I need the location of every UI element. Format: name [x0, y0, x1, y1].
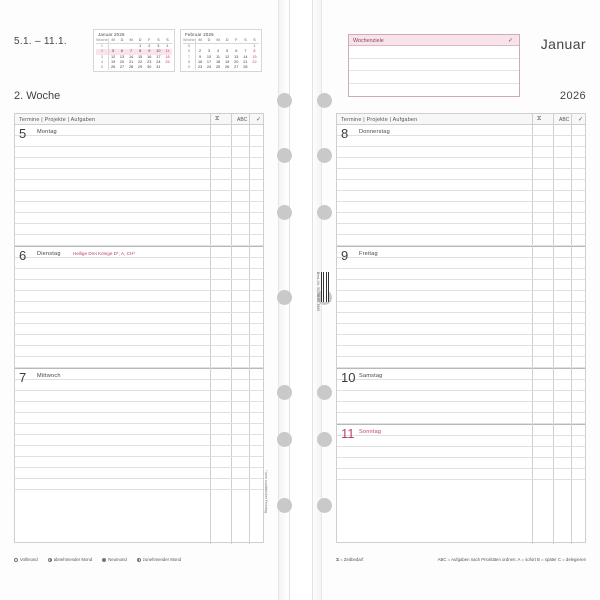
mini-cal-header-cell: M: [108, 38, 117, 44]
entry-line[interactable]: [15, 202, 263, 213]
entry-line[interactable]: [15, 357, 263, 368]
weekly-goals-header: [349, 35, 519, 46]
mini-cal-day[interactable]: [163, 65, 172, 70]
mini-cal-day[interactable]: 1: [253, 44, 256, 49]
moon-legend-label: zunehmender Mond: [142, 557, 182, 562]
mini-cal-day[interactable]: 29: [138, 65, 143, 70]
entry-line[interactable]: [337, 224, 585, 235]
entry-line[interactable]: [337, 402, 585, 413]
mini-cal-day[interactable]: 26: [225, 65, 230, 70]
binder-ring-hole: [277, 148, 292, 163]
day-block[interactable]: [15, 247, 263, 368]
entry-line[interactable]: [15, 224, 263, 235]
mini-cal-day[interactable]: 2: [148, 44, 151, 49]
weekly-goals-box[interactable]: [348, 34, 520, 97]
left-page: [0, 0, 278, 600]
entry-line[interactable]: [15, 435, 263, 446]
entry-line[interactable]: [15, 302, 263, 313]
moon-legend-label: abnehmender Mond: [53, 557, 93, 562]
mini-cal-header-cell: S: [250, 38, 259, 44]
left-footer-moon-legend: [14, 557, 264, 562]
day-name: Mittwoch: [37, 373, 61, 379]
mini-cal-week-number: 5: [96, 65, 108, 70]
entry-line[interactable]: [15, 169, 263, 180]
mini-calendar-february-table: [183, 38, 259, 70]
right-grid-header-title: Termine | Projekte | Aufgaben: [341, 117, 418, 123]
mini-cal-day[interactable]: 6: [117, 49, 126, 54]
mini-cal-day[interactable]: 8: [136, 49, 145, 54]
entry-line[interactable]: [15, 479, 263, 490]
mini-cal-day[interactable]: 11: [163, 49, 172, 54]
mini-cal-day[interactable]: 21: [128, 59, 134, 64]
entry-line[interactable]: [337, 280, 585, 291]
mini-cal-day[interactable]: 12: [110, 54, 116, 59]
weekly-goal-row[interactable]: [349, 71, 519, 84]
mini-cal-day[interactable]: 5: [226, 49, 229, 54]
entry-line[interactable]: [15, 380, 263, 391]
mini-cal-week-number: 6: [183, 49, 195, 54]
mini-cal-day[interactable]: 15: [138, 54, 143, 59]
mini-cal-day[interactable]: 11: [216, 54, 221, 59]
entry-line[interactable]: [337, 180, 585, 191]
mini-cal-day[interactable]: 18: [215, 59, 221, 64]
right-page: [322, 0, 600, 600]
hourglass-icon: ⧖: [215, 116, 220, 122]
mini-cal-day[interactable]: 17: [206, 59, 212, 64]
mini-cal-day[interactable]: 27: [234, 65, 239, 70]
mini-cal-week-number: 2: [96, 49, 108, 54]
entry-line[interactable]: [337, 202, 585, 213]
mini-cal-header-cell: Woche: [183, 38, 195, 42]
binder-ring-hole: [277, 93, 292, 108]
mini-calendar-january: [93, 29, 175, 72]
day-number: 6: [19, 248, 27, 263]
entry-line[interactable]: [337, 413, 585, 424]
mini-cal-day[interactable]: 27: [119, 65, 125, 70]
entry-line[interactable]: [15, 468, 263, 479]
day-number: 7: [19, 370, 27, 385]
mini-cal-day[interactable]: 17: [156, 54, 161, 59]
binder-ring-hole: [277, 432, 292, 447]
day-name: Freitag: [359, 251, 378, 257]
mini-cal-day[interactable]: 15: [252, 54, 257, 59]
entry-line[interactable]: [15, 213, 263, 224]
weekly-goal-row[interactable]: [349, 84, 519, 97]
mini-cal-day[interactable]: 9: [199, 54, 202, 59]
binder-ring-hole: [277, 385, 292, 400]
entry-line[interactable]: [337, 436, 585, 447]
entry-line[interactable]: [15, 269, 263, 280]
mini-cal-day[interactable]: 3: [157, 44, 160, 49]
day-block[interactable]: [337, 125, 585, 246]
entry-line[interactable]: [337, 469, 585, 480]
right-footer: [336, 557, 586, 562]
check-icon: ✓: [578, 117, 584, 123]
day-name: Sonntag: [359, 429, 382, 435]
day-name: Montag: [37, 129, 57, 135]
right-day-grid[interactable]: [336, 113, 586, 543]
mini-cal-header-cell: D: [223, 38, 232, 44]
mini-cal-day[interactable]: 10: [154, 49, 163, 54]
entry-line[interactable]: [15, 280, 263, 291]
abc-priority-label: ABC: [237, 117, 248, 123]
mini-cal-header-cell: S: [241, 38, 250, 44]
mini-cal-header-cell: M: [127, 38, 136, 44]
binder-ring-hole: [277, 498, 292, 513]
footer-time-legend: ⧖ = Zeitbedarf: [336, 557, 364, 562]
holiday-note: Heilige Drei Könige D*, A, CH*: [73, 251, 136, 256]
moon-legend-label: Vollmond: [20, 557, 38, 562]
day-block[interactable]: [15, 369, 263, 490]
mini-cal-day[interactable]: 14: [128, 54, 134, 59]
entry-line[interactable]: [337, 213, 585, 224]
weekly-goals-title: Wochenziele: [353, 38, 384, 44]
mini-cal-week-number: 7: [183, 55, 195, 60]
day-number: 5: [19, 126, 27, 141]
mini-cal-header-cell: D: [136, 38, 145, 44]
mini-cal-day[interactable]: 30: [147, 65, 152, 70]
day-block[interactable]: [15, 125, 263, 246]
entry-line[interactable]: [15, 424, 263, 435]
week-label: 2. Woche: [14, 90, 61, 102]
mini-cal-header-cell: S: [163, 38, 172, 44]
mini-calendar-february: [180, 29, 262, 72]
entry-line[interactable]: [15, 313, 263, 324]
footer-abc-legend: ABC = Aufgaben nach Prioritäten ordnen: A = sofort B = später C = delegieren: [437, 557, 586, 562]
mini-cal-header-cell: M: [214, 38, 223, 44]
entry-line[interactable]: [15, 335, 263, 346]
entry-line[interactable]: [337, 313, 585, 324]
entry-line[interactable]: [337, 324, 585, 335]
moon-legend-item: [14, 557, 38, 562]
check-icon: ✓: [256, 117, 262, 123]
entry-line[interactable]: [15, 346, 263, 357]
mini-cal-day[interactable]: 18: [165, 54, 170, 59]
entry-line[interactable]: [337, 258, 585, 269]
mini-cal-day[interactable]: 25: [165, 59, 170, 64]
weekly-goal-row[interactable]: [349, 59, 519, 72]
entry-line[interactable]: [15, 413, 263, 424]
mini-cal-day[interactable]: 2: [199, 49, 202, 54]
mini-cal-day[interactable]: 28: [128, 65, 134, 70]
date-range: 5.1. – 11.1.: [14, 36, 67, 47]
entry-line[interactable]: [15, 180, 263, 191]
left-grid-header: [15, 114, 263, 125]
spine-order-number: Best.-Nr. 50206 50-3065: [316, 272, 320, 312]
mini-cal-day[interactable]: 3: [207, 49, 211, 54]
entry-line[interactable]: [337, 458, 585, 469]
mini-cal-week-number: 4: [96, 60, 108, 65]
mini-cal-day[interactable]: 16: [147, 54, 152, 59]
entry-line[interactable]: [15, 391, 263, 402]
mini-cal-day[interactable]: 20: [234, 59, 239, 64]
mini-cal-week-number: 9: [183, 65, 195, 70]
mini-cal-row: [96, 65, 172, 70]
moon-legend-item: [48, 557, 92, 562]
mini-cal-day[interactable]: 22: [138, 59, 143, 64]
mini-cal-day[interactable]: 20: [119, 59, 125, 64]
entry-line[interactable]: [337, 291, 585, 302]
mini-cal-week-number: 3: [96, 55, 108, 60]
mini-cal-day[interactable]: 5: [108, 49, 117, 54]
mini-cal-week-number: 1: [96, 44, 108, 50]
entry-line[interactable]: [15, 235, 263, 246]
entry-line[interactable]: [337, 346, 585, 357]
left-side-print: * kein zusätzlicher Feiertag: [264, 470, 268, 514]
mini-cal-day[interactable]: 23: [147, 59, 152, 64]
hourglass-icon: ⧖: [537, 116, 542, 122]
mini-cal-row: [183, 65, 259, 70]
mini-cal-day[interactable]: 13: [119, 54, 125, 59]
day-number: 8: [341, 126, 349, 141]
mini-cal-day[interactable]: 19: [110, 59, 116, 64]
entry-line[interactable]: [15, 291, 263, 302]
right-grid-header: [337, 114, 585, 125]
entry-line[interactable]: [337, 147, 585, 158]
left-grid-header-title: Termine | Projekte | Aufgaben: [19, 117, 96, 123]
year-title: 2026: [559, 90, 586, 102]
entry-line[interactable]: [337, 391, 585, 402]
day-number: 11: [341, 426, 355, 441]
moon-legend-label: Neumond: [108, 557, 127, 562]
mini-cal-header-cell: D: [204, 38, 213, 44]
day-number: 10: [341, 370, 356, 385]
mini-cal-day[interactable]: 16: [197, 59, 203, 64]
day-block[interactable]: [337, 425, 585, 480]
mini-cal-day[interactable]: 7: [244, 49, 247, 54]
mini-cal-week-number: 5: [183, 44, 195, 50]
mini-cal-day[interactable]: 14: [243, 54, 248, 59]
entry-line[interactable]: [337, 335, 585, 346]
abc-priority-label: ABC: [559, 117, 570, 123]
binder-ring-hole: [277, 290, 292, 305]
moon-phase-icon: [14, 558, 18, 562]
day-number: 9: [341, 248, 349, 263]
mini-cal-day[interactable]: 7: [127, 49, 136, 54]
mini-cal-week-number: 8: [183, 60, 195, 65]
moon-phase-icon: [137, 558, 141, 562]
entry-line[interactable]: [15, 402, 263, 413]
mini-cal-header-cell: F: [145, 38, 154, 44]
moon-phase-icon: [48, 558, 52, 562]
day-block[interactable]: [337, 247, 585, 368]
day-name: Dienstag: [37, 251, 61, 257]
entry-line[interactable]: [15, 147, 263, 158]
mini-cal-day[interactable]: 13: [234, 54, 239, 59]
moon-legend-item: [102, 557, 127, 562]
mini-cal-day[interactable]: 25: [215, 65, 221, 70]
entry-line[interactable]: [337, 302, 585, 313]
mini-cal-day[interactable]: 4: [166, 44, 169, 49]
month-title: Januar: [540, 36, 586, 52]
mini-cal-day[interactable]: 21: [243, 59, 248, 64]
entry-line[interactable]: [337, 235, 585, 246]
mini-cal-header-cell: Woche: [96, 38, 108, 42]
mini-cal-day[interactable]: 4: [217, 49, 220, 54]
mini-cal-day[interactable]: 24: [156, 59, 161, 64]
entry-line[interactable]: [337, 191, 585, 202]
entry-line[interactable]: [15, 258, 263, 269]
mini-cal-day[interactable]: 8: [253, 49, 256, 54]
mini-cal-day[interactable]: 24: [206, 65, 212, 70]
entry-line[interactable]: [15, 136, 263, 147]
mini-cal-day[interactable]: 23: [197, 65, 203, 70]
mini-cal-day[interactable]: 1: [139, 44, 142, 49]
moon-legend-item: [137, 557, 181, 562]
entry-line[interactable]: [15, 446, 263, 457]
mini-cal-day[interactable]: [250, 65, 259, 70]
entry-line[interactable]: [15, 191, 263, 202]
entry-line[interactable]: [337, 169, 585, 180]
mini-cal-day[interactable]: 9: [145, 49, 154, 54]
mini-cal-day[interactable]: 12: [225, 54, 230, 59]
left-day-grid[interactable]: [14, 113, 264, 543]
mini-calendar-january-title: Januar 2026: [98, 32, 125, 37]
check-icon: ✓: [507, 38, 513, 44]
mini-cal-header-cell: S: [154, 38, 163, 44]
mini-cal-day[interactable]: 19: [225, 59, 230, 64]
entry-line[interactable]: [337, 269, 585, 280]
weekly-goal-row[interactable]: [349, 46, 519, 59]
mini-calendar-january-table: [96, 38, 172, 70]
mini-cal-day[interactable]: 26: [110, 65, 116, 70]
day-name: Samstag: [359, 373, 383, 379]
entry-line[interactable]: [337, 357, 585, 368]
entry-line[interactable]: [337, 380, 585, 391]
mini-cal-day[interactable]: 6: [235, 49, 238, 54]
mini-calendar-february-title: Februar 2026: [185, 32, 214, 37]
mini-cal-day[interactable]: 31: [156, 65, 161, 70]
entry-line[interactable]: [337, 447, 585, 458]
entry-line[interactable]: [15, 324, 263, 335]
mini-cal-header-cell: D: [117, 38, 126, 44]
moon-phase-icon: [102, 558, 106, 562]
mini-cal-header-cell: F: [232, 38, 241, 44]
entry-line[interactable]: [15, 158, 263, 169]
mini-cal-day[interactable]: 22: [252, 59, 257, 64]
mini-cal-header-cell: M: [195, 38, 204, 44]
entry-line[interactable]: [15, 457, 263, 468]
day-block[interactable]: [337, 369, 585, 424]
entry-line[interactable]: [337, 158, 585, 169]
entry-line[interactable]: [337, 136, 585, 147]
day-name: Donnerstag: [359, 129, 390, 135]
binder-ring-hole: [277, 205, 292, 220]
mini-cal-day[interactable]: 10: [206, 54, 212, 59]
mini-cal-day[interactable]: 28: [243, 65, 248, 70]
